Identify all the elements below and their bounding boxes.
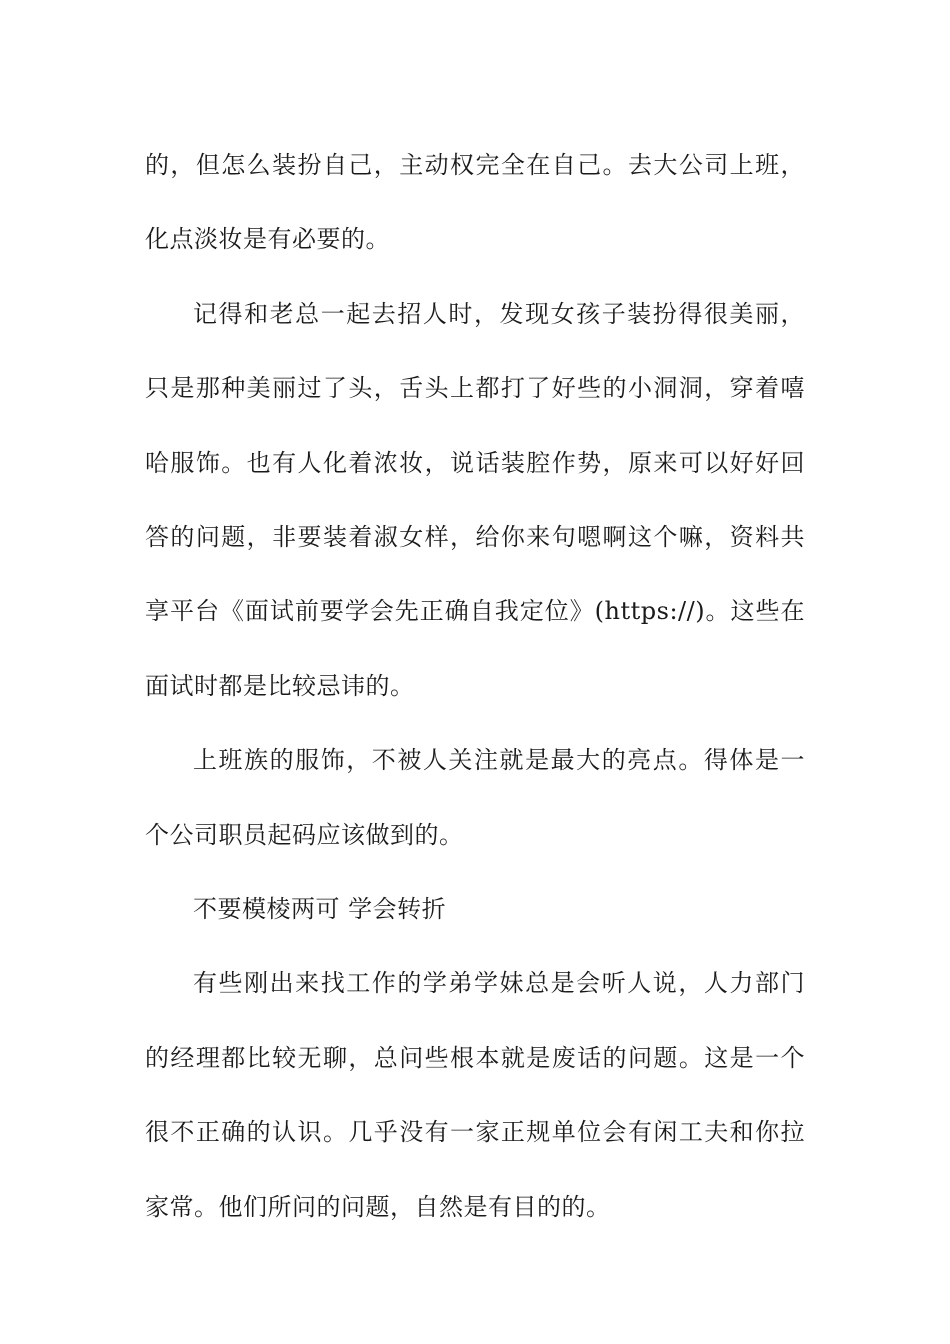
paragraph-continuation: 的，但怎么装扮自己，主动权完全在自己。去大公司上班，化点淡妆是有必要的。	[145, 151, 805, 254]
paragraph-interview-appearance: 记得和老总一起去招人时，发现女孩子装扮得很美丽，只是那种美丽过了头，舌头上都打了好些的小洞洞，穿着嘻哈服饰。也有人化着浓妆，说话装腔作势，原来可以好好回答的问题，非要装着淑女样，给你来句嗯啊这个嘛，资料共享平台《面试前要学会先正确自我定位》(https://)。这些在面试时都是比较忌讳的。	[145, 299, 805, 700]
paragraph-hr-questions: 有些刚出来找工作的学弟学妹总是会听人说，人力部门的经理都比较无聊，总问些根本就是废话的问题。这是一个很不正确的认识。几乎没有一家正规单位会有闲工夫和你拉家常。他们所问的问题，自然是有目的的。	[145, 969, 805, 1221]
document-body	[145, 128, 805, 1244]
section-heading: 不要模棱两可 学会转折	[193, 895, 447, 924]
paragraph-office-attire: 上班族的服饰，不被人关注就是最大的亮点。得体是一个公司职员起码应该做到的。	[145, 746, 805, 849]
